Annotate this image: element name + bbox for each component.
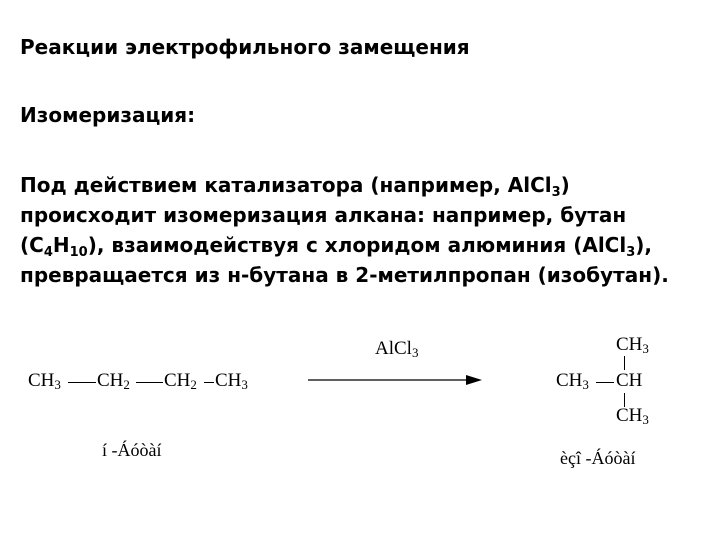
reaction-arrow [308,370,486,390]
section-heading: Изомеризация: [20,103,196,127]
reactant-bond-3 [204,382,214,383]
product-bottom-group: $CH_3$ [616,405,649,427]
reactant-group-3: $CH_2$ [164,370,197,392]
reactant-bond-2 [136,382,163,383]
product-bond-left [596,382,614,383]
product-center-group: CH [616,370,643,391]
reactant-caption: í -Áóòàí [102,440,162,460]
paragraph-line-2: происходит изомеризация алкана: например, бутан [20,203,627,227]
product-top-group: $CH_3$ [616,334,649,356]
catalyst-label: AlCl$_3$ [375,338,419,360]
product-left-group: $CH_3$ [556,370,589,392]
paragraph-line-4: превращается из н-бутана в 2-метилпропан (изобутан). [20,263,669,287]
product-caption: èçî -Áóòàí [560,448,636,468]
product-bond-top [624,356,625,370]
paragraph-line-3: $(C_4H_{10})$, взаимодействуя с хлоридом алюминия (AlCl$_3$), [20,233,653,260]
reactant-group-4: $CH_3$ [215,370,248,392]
reactant-bond-1 [68,382,96,383]
reactant-group-1: $CH_3$ [28,370,61,392]
paragraph-line-1: Под действием катализатора (например, AlCl$_3$) [20,173,570,200]
slide-title: Реакции электрофильного замещения [20,35,470,59]
reactant-group-2: $CH_2$ [97,370,130,392]
description-paragraph [20,170,669,290]
